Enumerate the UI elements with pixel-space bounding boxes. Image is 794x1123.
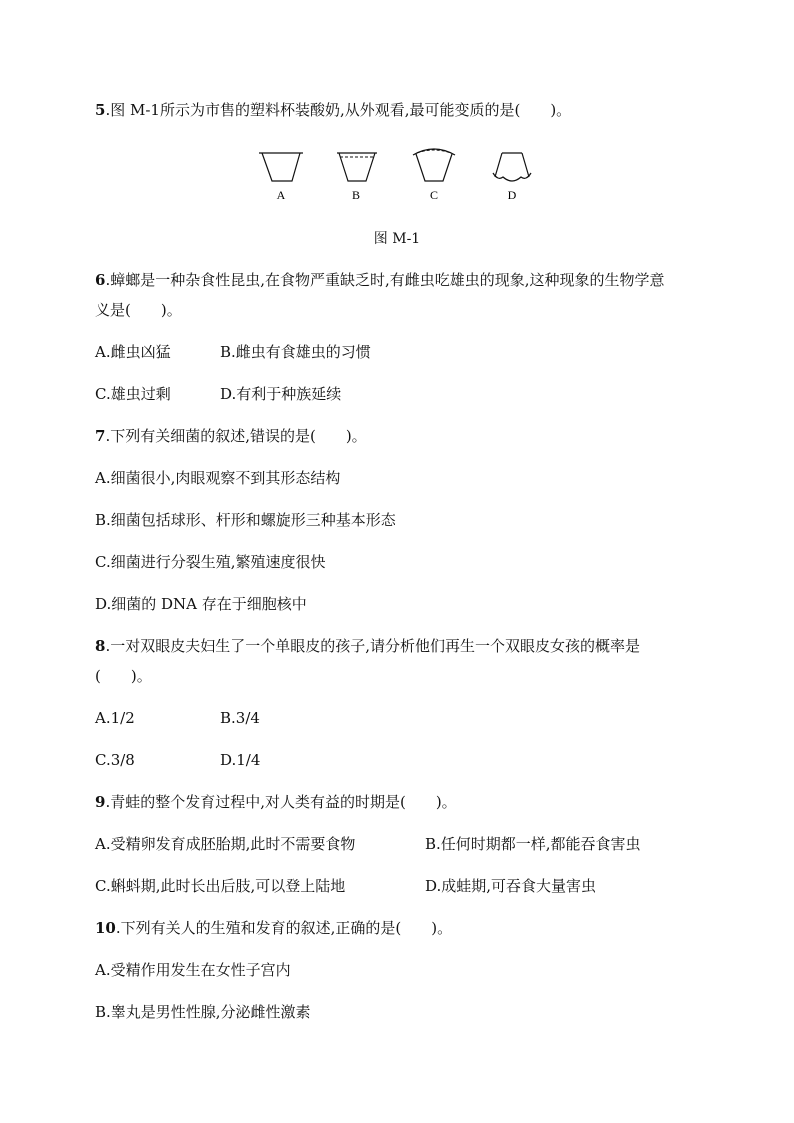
option-c: C.细菌进行分裂生殖,繁殖速度很快 [95,553,326,571]
question-number: 6 [95,271,106,289]
question-5 [95,100,571,120]
question-6-stem-cont: 义是( )。 [95,301,182,319]
question-number: 9 [95,793,106,811]
question-stem: .下列有关细菌的叙述,错误的是( )。 [105,427,367,445]
question-7 [95,426,367,446]
cup-label-b: B [351,188,361,202]
option-b: B.睾丸是男性性腺,分泌雌性激素 [95,1003,311,1021]
option-b: B.任何时期都一样,都能吞食害虫 [425,835,641,853]
question-stem: .图 M-1所示为市售的塑料杯装酸奶,从外观看,最可能变质的是( )。 [105,101,572,119]
option-d: D.有利于种族延续 [220,385,342,403]
option-d: D.成蛙期,可吞食大量害虫 [425,877,597,895]
option-c: C.蝌蚪期,此时长出后肢,可以登上陆地 [95,877,346,895]
option-d: D.细菌的 DNA 存在于细胞核中 [95,595,307,613]
option-c: C.3/8 [95,751,135,769]
question-stem: .青蛙的整个发育过程中,对人类有益的时期是( )。 [105,793,457,811]
question-6 [95,270,665,290]
option-b: B.雌虫有食雄虫的习惯 [220,343,371,361]
option-d: D.1/4 [220,751,261,769]
cup-label-c: C [429,188,439,202]
option-a: A.受精卵发育成胚胎期,此时不需要食物 [95,835,356,853]
question-9 [95,792,457,812]
figure-caption: 图 M-1 [373,231,421,247]
option-b: B.3/4 [220,709,260,727]
option-c: C.雄虫过剩 [95,385,171,403]
cup-label-d: D [507,188,517,202]
question-stem: .一对双眼皮夫妇生了一个单眼皮的孩子,请分析他们再生一个双眼皮女孩的概率是 [105,637,640,655]
question-10 [95,918,452,938]
cup-label-a: A [276,188,286,202]
option-a: A.雌虫凶猛 [95,343,171,361]
question-number: 7 [95,427,106,445]
question-stem: .蟑螂是一种杂食性昆虫,在食物严重缺乏时,有雌虫吃雄虫的现象,这种现象的生物学意 [105,271,665,289]
cup-c [413,149,455,202]
yogurt-cups-figure [250,145,550,215]
option-b: B.细菌包括球形、杆形和螺旋形三种基本形态 [95,511,396,529]
question-8-stem-cont: ( )。 [95,667,152,685]
question-number: 10 [95,919,116,937]
cup-b [337,153,377,202]
question-stem: .下列有关人的生殖和发育的叙述,正确的是( )。 [115,919,453,937]
cup-d [493,153,531,202]
option-a: A.细菌很小,肉眼观察不到其形态结构 [95,469,341,487]
question-number: 8 [95,637,106,655]
question-number: 5 [95,101,106,119]
cup-a [259,153,303,202]
question-8 [95,636,640,656]
option-a: A.受精作用发生在女性子宫内 [95,961,291,979]
option-a: A.1/2 [95,709,135,727]
